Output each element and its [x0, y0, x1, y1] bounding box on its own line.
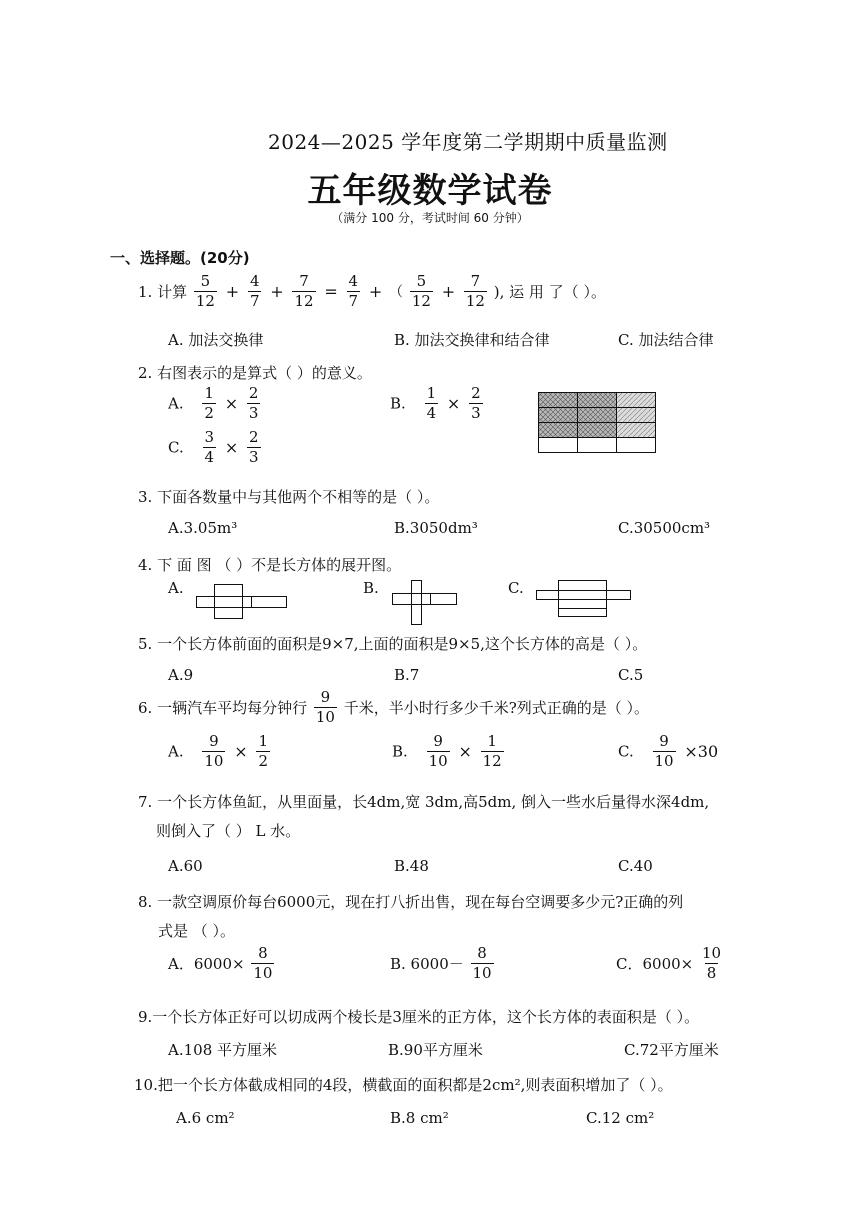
question-2: 2. 右图表示的是算式（ ）的意义。	[138, 364, 372, 382]
q9-option-b: B.90平方厘米	[388, 1041, 483, 1059]
q5-option-a: A.9	[168, 666, 194, 684]
q10-option-c: C.12 cm²	[586, 1109, 655, 1127]
q9-option-a: A.108 平方厘米	[168, 1041, 277, 1059]
question-8-line2: 式是 （ ）。	[158, 922, 236, 940]
question-4: 4. 下 面 图 （ ）不是长方体的展开图。	[138, 556, 402, 574]
q10-option-a: A.6 cm²	[176, 1109, 235, 1127]
question-7-line2: 则倒入了（ ） L 水。	[156, 822, 301, 840]
grid-shaded-single	[617, 393, 656, 438]
q3-option-b: B.3050dm³	[394, 519, 478, 537]
q3-option-a: A.3.05m³	[168, 519, 238, 537]
q1-frac-4: $\frac{4}{7}$	[348, 272, 359, 310]
q1-option-b: B. 加法交换律和结合律	[394, 331, 550, 349]
q2-option-b: B. $\frac{1}{4}$ × $\frac{2}{3}$	[390, 384, 481, 422]
q1-lead: 1. 计算	[138, 283, 188, 301]
q2-option-c: C. $\frac{3}{4}$ × $\frac{2}{3}$	[168, 428, 259, 466]
q6-option-a: A. $\frac{9}{10}$ × $\frac{1}{2}$	[168, 732, 268, 770]
q1-tail: ), 运 用 了（ ）。	[493, 283, 606, 301]
q7-option-a: A.60	[168, 857, 203, 875]
q5-option-c: C.5	[618, 666, 644, 684]
question-9: 9.一个长方体正好可以切成两个棱长是3厘米的正方体，这个长方体的表面积是（ ）。	[138, 1008, 700, 1026]
q1-frac-6: $\frac{7}{12}$	[465, 272, 485, 310]
q1-option-c: C. 加法结合律	[618, 331, 714, 349]
q8-option-a: A．6000× $\frac{8}{10}$	[168, 944, 273, 982]
q3-option-c: C.30500cm³	[618, 519, 711, 537]
q8-option-c: C．6000× $\frac{10}{8}$	[616, 944, 722, 982]
q2-option-a: A. $\frac{1}{2}$ × $\frac{2}{3}$	[168, 384, 259, 422]
section-heading: 一、选择题。(20分)	[110, 249, 250, 267]
question-3: 3. 下面各数量中与其他两个不相等的是（ ）。	[138, 488, 440, 506]
net-figure-c	[536, 580, 632, 618]
q6-option-b: B. $\frac{9}{10}$ × $\frac{1}{12}$	[392, 732, 502, 770]
question-10: 10.把一个长方体截成相同的4段，横截面的面积都是2cm²,则表面积增加了（ ）。	[134, 1076, 673, 1094]
q1-frac-5: $\frac{5}{12}$	[411, 272, 431, 310]
q1-option-a: A. 加法交换律	[168, 331, 264, 349]
net-figure-b	[392, 580, 458, 626]
question-1: 1. 计算 $\frac{5}{12}$ + $\frac{4}{7}$ + $\frac{7}{12}$ = $\frac{4}{7}$ + （ $\frac{5}{12}$ + $\frac{7}{12}$ ), 运 用 了（ ）。	[138, 272, 606, 310]
exam-subtitle: （满分 100 分，考试时间 60 分钟）	[331, 211, 529, 225]
q9-option-c: C.72平方厘米	[624, 1041, 719, 1059]
q4-option-a: A.	[168, 579, 184, 597]
q10-option-b: B.8 cm²	[390, 1109, 449, 1127]
q4-option-c: C.	[508, 579, 524, 597]
fraction-grid-figure	[538, 392, 658, 456]
exam-header: 2024—2025 学年度第二学期期中质量监测	[268, 130, 668, 154]
q1-frac-1: $\frac{5}{12}$	[195, 272, 215, 310]
q4-option-b: B.	[363, 579, 379, 597]
q1-frac-3: $\frac{7}{12}$	[294, 272, 314, 310]
q8-option-b: B. 6000－ $\frac{8}{10}$	[390, 944, 492, 982]
q7-option-b: B.48	[394, 857, 429, 875]
question-8: 8. 一款空调原价每台6000元，现在打八折出售，现在每台空调要多少元?正确的列	[138, 893, 684, 911]
question-6: 6. 一辆汽车平均每分钟行 $\frac{9}{10}$ 千米，半小时行多少千米?列式正确的是（ ）。	[138, 688, 650, 726]
q7-option-c: C.40	[618, 857, 653, 875]
net-figure-a	[196, 584, 288, 620]
question-7: 7. 一个长方体鱼缸，从里面量，长4dm,宽 3dm,高5dm, 倒入一些水后量得水深4dm,	[138, 793, 710, 811]
q1-frac-2: $\frac{4}{7}$	[249, 272, 260, 310]
q5-option-b: B.7	[394, 666, 420, 684]
exam-title: 五年级数学试卷	[307, 171, 553, 211]
question-5: 5. 一个长方体前面的面积是9×7,上面的面积是9×5,这个长方体的高是（ ）。	[138, 635, 648, 653]
q6-option-c: C. $\frac{9}{10}$ ×30	[618, 732, 719, 770]
